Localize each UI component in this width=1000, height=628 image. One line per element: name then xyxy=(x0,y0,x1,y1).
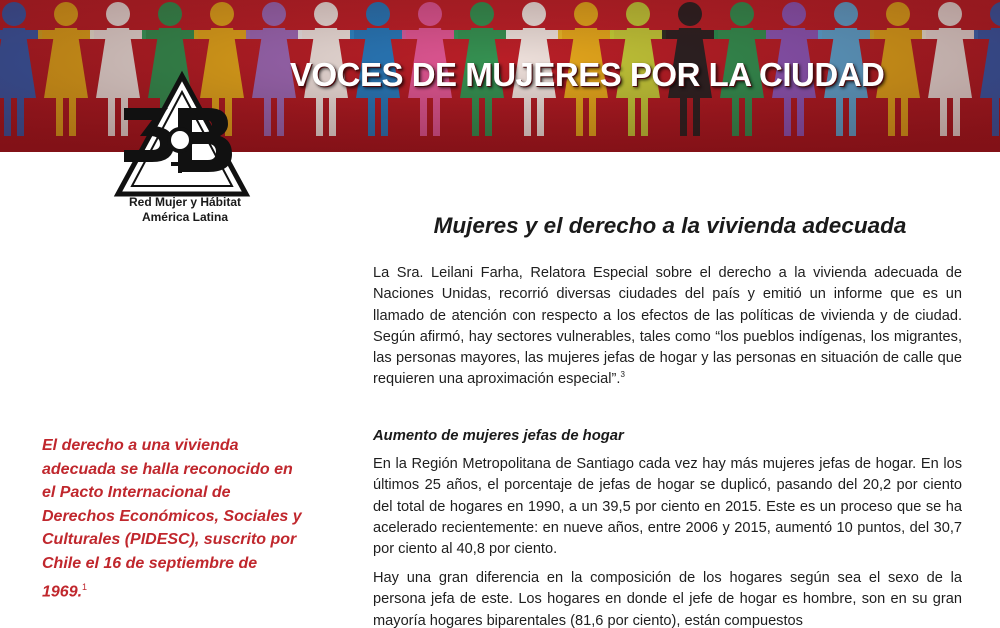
article-title: Mujeres y el derecho a la vivienda adecuada xyxy=(433,213,907,238)
pull-quote-footnote: 1 xyxy=(82,581,88,592)
org-name-line1: Red Mujer y Hábitat xyxy=(128,195,242,209)
article-paragraph-2: En la Región Metropolitana de Santiago cada vez hay más mujeres jefas de hogar. En los últimos 25 años, el porcentaje de jefas de hogar se duplicó, pasando del 20,2 por ciento del total de hogares en 1990, a un 39,5 por ciento en 2015. Este es un proceso que se ha acelerado recientemente: en nueve años, entre 2006 y 2015, aumentó 10 puntos, del 30,7 por ciento al 40,8 por ciento. xyxy=(373,456,962,558)
sidebar-pull-quote xyxy=(42,434,304,603)
logo-emblem-icon xyxy=(112,70,252,198)
section-heading: Aumento de mujeres jefas de hogar xyxy=(373,428,624,444)
article-paragraph-1 xyxy=(373,263,962,391)
paragraph-1-footnote: 3 xyxy=(620,370,625,380)
paragraph-1-text: La Sra. Leilani Farha, Relatora Especial sobre el derecho a la vivienda adecuada de Naciones Unidas, recorrió diversas ciudades del país y emitió un informe que es un llamado de atención con respecto a los efectos de las políticas de vivienda y de ciudad. Según afirmó, hay sectores vulnerables, tales como “los pueblos indígenas, los migrantes, las personas mayores, las mujeres jefas de hogar y las personas en situación de calle que requieren una aproximación especial”. xyxy=(373,265,962,388)
red-mujer-habitat-logo xyxy=(112,70,252,198)
banner-title: VOCES DE MUJERES POR LA CIUDAD xyxy=(290,56,885,93)
pull-quote-text: El derecho a una vivienda adecuada se halla reconocido en el Pacto Internacional de Derechos Económicos, Sociales y Culturales (PIDESC), suscrito por Chile el 16 de septiembre de 1969. xyxy=(42,437,302,600)
article-paragraph-3: Hay una gran diferencia en la composición de los hogares según sea el sexo de la persona jefa de este. Los hogares en donde el jefe de hogar es hombre, son en su gran mayoría hogares biparentales (81,6 por ciento), están compuestos xyxy=(373,570,962,628)
org-name-line2: América Latina xyxy=(141,210,229,224)
organization-name xyxy=(100,195,270,225)
